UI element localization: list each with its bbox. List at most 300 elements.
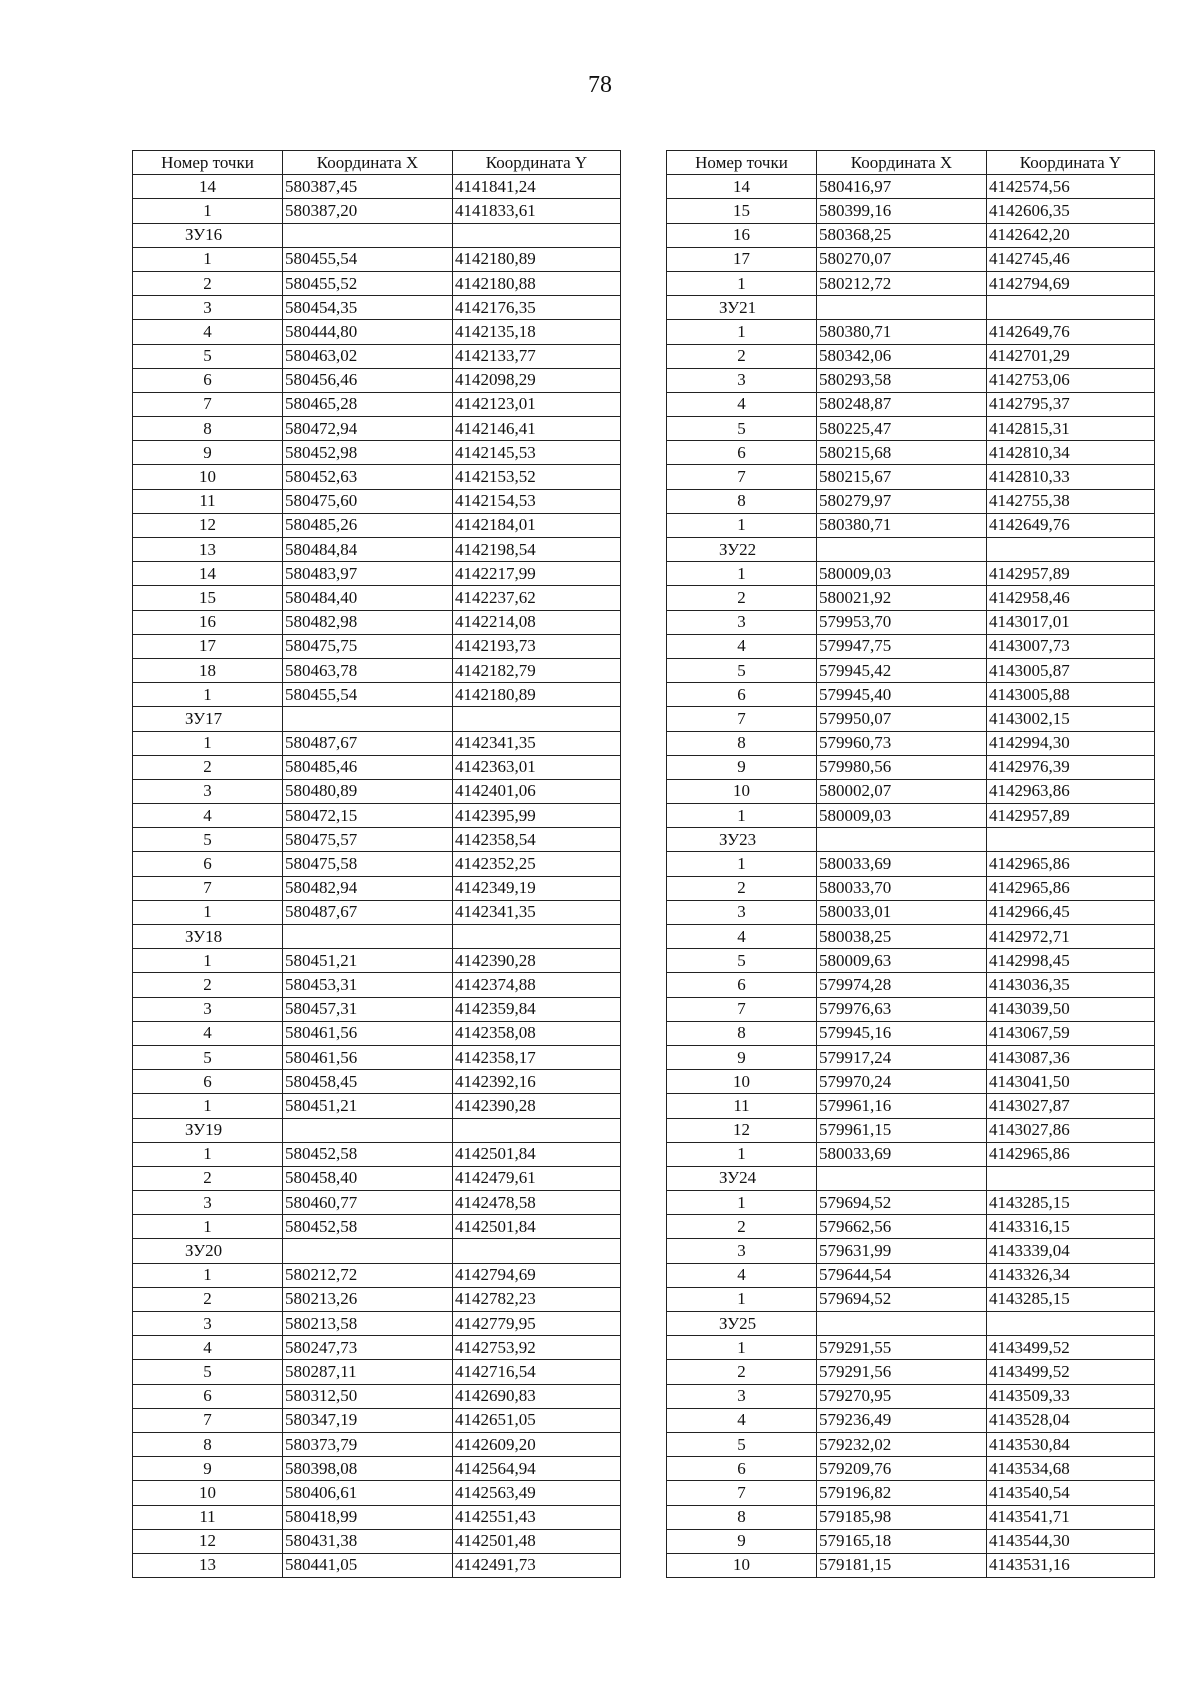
coordinate-x-cell: 580033,69: [817, 1142, 987, 1166]
table-row: [667, 804, 1155, 828]
coordinate-y-cell: 4143005,87: [987, 658, 1155, 682]
coordinate-x-cell: 580279,97: [817, 489, 987, 513]
table-row: [133, 1481, 621, 1505]
point-number-cell: 14: [133, 562, 283, 586]
table-row: [133, 562, 621, 586]
table-row: [667, 271, 1155, 295]
table-row: [667, 513, 1155, 537]
coordinate-x-cell: 580455,52: [283, 271, 453, 295]
point-number-cell: 2: [133, 271, 283, 295]
coordinate-x-cell: 580213,58: [283, 1312, 453, 1336]
point-number-cell: 1: [667, 1336, 817, 1360]
point-number-cell: 4: [133, 1336, 283, 1360]
coordinate-y-cell: 4142479,61: [453, 1166, 621, 1190]
point-number-cell: 1: [667, 562, 817, 586]
table-section-row: [667, 296, 1155, 320]
point-number-cell: 9: [667, 1045, 817, 1069]
table-row: [133, 489, 621, 513]
coordinate-x-cell: 580483,97: [283, 562, 453, 586]
table-section-row: [667, 1166, 1155, 1190]
coordinate-x-cell: 580453,31: [283, 973, 453, 997]
table-row: [667, 344, 1155, 368]
coordinate-x-cell: 580482,98: [283, 610, 453, 634]
point-number-cell: 10: [667, 1070, 817, 1094]
table-row: [133, 949, 621, 973]
coordinate-y-cell: 4142563,49: [453, 1481, 621, 1505]
table-row: [667, 441, 1155, 465]
table-row: [133, 538, 621, 562]
table-row: [667, 417, 1155, 441]
table-row: [667, 1191, 1155, 1215]
point-number-cell: 1: [667, 271, 817, 295]
coordinate-y-cell: 4142609,20: [453, 1432, 621, 1456]
coordinate-x-cell: 580455,54: [283, 683, 453, 707]
parcel-label-cell: ЗУ23: [667, 828, 817, 852]
point-number-cell: 8: [133, 417, 283, 441]
coordinate-y-cell: 4142237,62: [453, 586, 621, 610]
point-number-cell: 10: [667, 1553, 817, 1577]
coordinate-x-cell: 580225,47: [817, 417, 987, 441]
table-row: [133, 755, 621, 779]
table-row: [667, 199, 1155, 223]
coordinate-y-cell: 4142795,37: [987, 392, 1155, 416]
point-number-cell: 8: [667, 1505, 817, 1529]
coordinate-x-cell: 580398,08: [283, 1457, 453, 1481]
coordinate-x-cell: 579181,15: [817, 1553, 987, 1577]
coordinate-y-cell: 4142745,46: [987, 247, 1155, 271]
point-number-cell: 7: [133, 876, 283, 900]
coordinate-x-cell: 579945,40: [817, 683, 987, 707]
point-number-cell: 3: [133, 296, 283, 320]
coordinate-y-cell: 4141841,24: [453, 175, 621, 199]
table-section-row: [133, 1118, 621, 1142]
coordinate-y-cell: 4143285,15: [987, 1191, 1155, 1215]
coordinate-x-cell: 580487,67: [283, 731, 453, 755]
coordinate-x-cell: 580451,21: [283, 1094, 453, 1118]
point-number-cell: 5: [667, 1432, 817, 1456]
point-number-cell: 6: [133, 852, 283, 876]
table-row: [133, 368, 621, 392]
coordinate-y-cell: 4142176,35: [453, 296, 621, 320]
coordinate-x-cell: 579947,75: [817, 634, 987, 658]
point-number-cell: 2: [667, 876, 817, 900]
table-row: [667, 489, 1155, 513]
coordinate-x-cell: 580463,02: [283, 344, 453, 368]
point-number-cell: 13: [133, 1553, 283, 1577]
coordinate-y-cell: 4142965,86: [987, 1142, 1155, 1166]
coordinate-y-cell: 4142352,25: [453, 852, 621, 876]
coordinate-x-cell: 580475,57: [283, 828, 453, 852]
table-row: [133, 658, 621, 682]
coordinate-y-cell: 4143007,73: [987, 634, 1155, 658]
table-row: [133, 828, 621, 852]
table-row: [133, 296, 621, 320]
coordinate-x-cell: 580215,67: [817, 465, 987, 489]
table-row: [133, 1384, 621, 1408]
point-number-cell: 10: [133, 465, 283, 489]
coordinate-x-cell: 580460,77: [283, 1191, 453, 1215]
point-number-cell: 7: [133, 392, 283, 416]
table-row: [667, 973, 1155, 997]
coordinate-y-cell: 4142341,35: [453, 731, 621, 755]
coordinate-x-cell: 580033,70: [817, 876, 987, 900]
coordinate-y-cell: 4142963,86: [987, 779, 1155, 803]
table-row: [133, 610, 621, 634]
coordinate-x-cell: 580293,58: [817, 368, 987, 392]
coordinate-x-cell: 579631,99: [817, 1239, 987, 1263]
table-row: [133, 900, 621, 924]
point-number-cell: 5: [133, 1045, 283, 1069]
coordinate-x-cell: [283, 1239, 453, 1263]
point-number-cell: 6: [133, 1384, 283, 1408]
coordinate-x-cell: 580009,63: [817, 949, 987, 973]
table-row: [133, 634, 621, 658]
coordinate-y-cell: 4142390,28: [453, 949, 621, 973]
point-number-cell: 5: [133, 344, 283, 368]
coordinate-y-cell: 4142957,89: [987, 804, 1155, 828]
coordinate-y-cell: 4142341,35: [453, 900, 621, 924]
point-number-cell: 4: [667, 1263, 817, 1287]
coordinate-y-cell: 4143530,84: [987, 1432, 1155, 1456]
table-row: [133, 1408, 621, 1432]
coordinate-x-cell: 580475,58: [283, 852, 453, 876]
point-number-cell: 11: [667, 1094, 817, 1118]
coordinate-y-cell: 4142794,69: [453, 1263, 621, 1287]
coordinate-y-cell: 4143544,30: [987, 1529, 1155, 1553]
coordinate-x-cell: 579270,95: [817, 1384, 987, 1408]
point-number-cell: 1: [133, 199, 283, 223]
table-row: [133, 1312, 621, 1336]
coordinate-x-cell: 580465,28: [283, 392, 453, 416]
table-row: [133, 586, 621, 610]
point-number-cell: 4: [133, 804, 283, 828]
coordinate-y-cell: 4142501,84: [453, 1142, 621, 1166]
point-number-cell: 14: [133, 175, 283, 199]
coordinate-y-cell: 4142390,28: [453, 1094, 621, 1118]
point-number-cell: 6: [667, 683, 817, 707]
coordinate-y-cell: 4143041,50: [987, 1070, 1155, 1094]
table-row: [133, 1505, 621, 1529]
coordinate-x-cell: 580454,35: [283, 296, 453, 320]
coordinate-y-cell: 4142154,53: [453, 489, 621, 513]
point-number-cell: 3: [133, 1312, 283, 1336]
coordinate-x-cell: 580456,46: [283, 368, 453, 392]
coordinate-x-cell: 580461,56: [283, 1045, 453, 1069]
point-number-cell: 9: [133, 1457, 283, 1481]
coordinate-x-cell: 580455,54: [283, 247, 453, 271]
coordinate-y-cell: 4142491,73: [453, 1553, 621, 1577]
coordinate-y-cell: 4143540,54: [987, 1481, 1155, 1505]
page-number: 78: [588, 72, 612, 98]
coordinate-y-cell: 4143316,15: [987, 1215, 1155, 1239]
coordinate-y-cell: 4142193,73: [453, 634, 621, 658]
table-row: [133, 804, 621, 828]
header-coordinate-x: Координата X: [817, 151, 987, 175]
coordinate-y-cell: 4142359,84: [453, 997, 621, 1021]
coordinate-x-cell: 579917,24: [817, 1045, 987, 1069]
coordinate-y-cell: 4142135,18: [453, 320, 621, 344]
table-row: [667, 1384, 1155, 1408]
table-row: [667, 1094, 1155, 1118]
point-number-cell: 5: [133, 828, 283, 852]
table-row: [667, 1553, 1155, 1577]
coordinate-x-cell: [817, 828, 987, 852]
table-row: [133, 683, 621, 707]
table-row: [133, 1142, 621, 1166]
coordinate-y-cell: 4142180,89: [453, 247, 621, 271]
coordinate-x-cell: 580458,40: [283, 1166, 453, 1190]
coordinate-x-cell: 580342,06: [817, 344, 987, 368]
coordinate-y-cell: 4142642,20: [987, 223, 1155, 247]
point-number-cell: 7: [133, 1408, 283, 1432]
point-number-cell: 2: [133, 1166, 283, 1190]
coordinate-y-cell: [987, 828, 1155, 852]
table-row: [133, 997, 621, 1021]
coordinate-x-cell: 579976,63: [817, 997, 987, 1021]
point-number-cell: 3: [667, 900, 817, 924]
coordinate-x-cell: 580212,72: [817, 271, 987, 295]
coordinate-x-cell: 580312,50: [283, 1384, 453, 1408]
coordinate-y-cell: 4142998,45: [987, 949, 1155, 973]
point-number-cell: 7: [667, 465, 817, 489]
point-number-cell: 12: [133, 513, 283, 537]
point-number-cell: 1: [133, 731, 283, 755]
point-number-cell: 1: [667, 1191, 817, 1215]
coordinate-x-cell: 579694,52: [817, 1191, 987, 1215]
coordinate-y-cell: 4142957,89: [987, 562, 1155, 586]
point-number-cell: 2: [133, 755, 283, 779]
point-number-cell: 1: [667, 320, 817, 344]
coordinate-x-cell: [817, 1166, 987, 1190]
coordinate-y-cell: 4142349,19: [453, 876, 621, 900]
table-row: [667, 392, 1155, 416]
point-number-cell: 1: [133, 1142, 283, 1166]
table-row: [667, 223, 1155, 247]
table-section-row: [133, 707, 621, 731]
point-number-cell: 3: [667, 368, 817, 392]
table-row: [667, 1142, 1155, 1166]
point-number-cell: 12: [133, 1529, 283, 1553]
parcel-label-cell: ЗУ22: [667, 538, 817, 562]
table-row: [133, 1191, 621, 1215]
coordinate-x-cell: 580009,03: [817, 562, 987, 586]
table-section-row: [133, 925, 621, 949]
coordinate-y-cell: 4142123,01: [453, 392, 621, 416]
table-row: [133, 392, 621, 416]
point-number-cell: 1: [667, 804, 817, 828]
point-number-cell: 2: [667, 1215, 817, 1239]
coordinate-x-cell: 580451,21: [283, 949, 453, 973]
point-number-cell: 2: [667, 586, 817, 610]
coordinate-y-cell: 4142976,39: [987, 755, 1155, 779]
coordinate-x-cell: 580033,01: [817, 900, 987, 924]
coordinate-x-cell: [283, 223, 453, 247]
table-row: [133, 417, 621, 441]
coordinate-y-cell: 4142098,29: [453, 368, 621, 392]
coordinate-y-cell: 4143499,52: [987, 1336, 1155, 1360]
coordinate-y-cell: 4142958,46: [987, 586, 1155, 610]
table-row: [667, 707, 1155, 731]
coordinates-table-right: [666, 150, 1155, 1578]
parcel-label-cell: ЗУ20: [133, 1239, 283, 1263]
coordinate-x-cell: 580480,89: [283, 779, 453, 803]
coordinate-x-cell: 580416,97: [817, 175, 987, 199]
table-row: [667, 1263, 1155, 1287]
point-number-cell: 2: [133, 973, 283, 997]
coordinate-y-cell: 4142753,06: [987, 368, 1155, 392]
coordinate-x-cell: 580399,16: [817, 199, 987, 223]
point-number-cell: 1: [133, 949, 283, 973]
point-number-cell: 6: [667, 973, 817, 997]
coordinate-x-cell: 580472,94: [283, 417, 453, 441]
table-section-row: [133, 1239, 621, 1263]
coordinate-x-cell: 580484,40: [283, 586, 453, 610]
coordinate-x-cell: 580368,25: [817, 223, 987, 247]
coordinate-y-cell: 4142214,08: [453, 610, 621, 634]
point-number-cell: 4: [667, 1408, 817, 1432]
point-number-cell: 18: [133, 658, 283, 682]
coordinate-x-cell: 579662,56: [817, 1215, 987, 1239]
coordinate-x-cell: 580452,63: [283, 465, 453, 489]
coordinate-y-cell: 4142358,08: [453, 1021, 621, 1045]
table-row: [133, 320, 621, 344]
coordinate-x-cell: 579960,73: [817, 731, 987, 755]
coordinate-y-cell: 4142153,52: [453, 465, 621, 489]
table-row: [667, 247, 1155, 271]
point-number-cell: 16: [133, 610, 283, 634]
coordinate-x-cell: 580485,46: [283, 755, 453, 779]
coordinate-y-cell: 4142651,05: [453, 1408, 621, 1432]
point-number-cell: 1: [133, 900, 283, 924]
point-number-cell: 5: [667, 417, 817, 441]
table-row: [133, 1045, 621, 1069]
coordinate-y-cell: 4142701,29: [987, 344, 1155, 368]
coordinate-x-cell: 580461,56: [283, 1021, 453, 1045]
table-row: [667, 634, 1155, 658]
table-row: [667, 586, 1155, 610]
coordinate-y-cell: [453, 1239, 621, 1263]
table-row: [667, 852, 1155, 876]
coordinate-x-cell: [283, 1118, 453, 1142]
coordinate-x-cell: 579291,55: [817, 1336, 987, 1360]
coordinate-x-cell: 580457,31: [283, 997, 453, 1021]
table-row: [133, 199, 621, 223]
point-number-cell: 10: [667, 779, 817, 803]
point-number-cell: 9: [133, 441, 283, 465]
parcel-label-cell: ЗУ19: [133, 1118, 283, 1142]
table-row: [667, 1336, 1155, 1360]
coordinate-y-cell: 4142564,94: [453, 1457, 621, 1481]
point-number-cell: 6: [667, 441, 817, 465]
table-row: [133, 876, 621, 900]
coordinate-x-cell: 580038,25: [817, 925, 987, 949]
coordinate-x-cell: 579644,54: [817, 1263, 987, 1287]
coordinate-y-cell: 4142965,86: [987, 876, 1155, 900]
parcel-label-cell: ЗУ18: [133, 925, 283, 949]
table-row: [133, 731, 621, 755]
coordinate-y-cell: 4142363,01: [453, 755, 621, 779]
coordinate-y-cell: 4142782,23: [453, 1287, 621, 1311]
point-number-cell: 3: [133, 997, 283, 1021]
point-number-cell: 5: [133, 1360, 283, 1384]
table-row: [133, 1166, 621, 1190]
table-row: [667, 876, 1155, 900]
table-row: [133, 513, 621, 537]
header-point-number: Номер точки: [667, 151, 817, 175]
point-number-cell: 17: [133, 634, 283, 658]
point-number-cell: 5: [667, 658, 817, 682]
point-number-cell: 17: [667, 247, 817, 271]
point-number-cell: 11: [133, 1505, 283, 1529]
coordinate-x-cell: 579165,18: [817, 1529, 987, 1553]
coordinate-y-cell: 4142965,86: [987, 852, 1155, 876]
coordinate-y-cell: [987, 296, 1155, 320]
point-number-cell: 1: [667, 513, 817, 537]
coordinate-x-cell: 580213,26: [283, 1287, 453, 1311]
coordinate-x-cell: 580387,20: [283, 199, 453, 223]
coordinate-x-cell: 580444,80: [283, 320, 453, 344]
point-number-cell: 16: [667, 223, 817, 247]
header-coordinate-y: Координата Y: [453, 151, 621, 175]
point-number-cell: 4: [667, 925, 817, 949]
table-row: [667, 1457, 1155, 1481]
coordinate-y-cell: 4142217,99: [453, 562, 621, 586]
table-row: [667, 658, 1155, 682]
coordinate-y-cell: 4143339,04: [987, 1239, 1155, 1263]
coordinate-x-cell: 579196,82: [817, 1481, 987, 1505]
coordinate-y-cell: 4143017,01: [987, 610, 1155, 634]
coordinate-y-cell: 4143326,34: [987, 1263, 1155, 1287]
coordinate-y-cell: 4143027,87: [987, 1094, 1155, 1118]
point-number-cell: 3: [133, 1191, 283, 1215]
coordinate-y-cell: [987, 538, 1155, 562]
coordinate-x-cell: 580452,98: [283, 441, 453, 465]
coordinate-x-cell: 580484,84: [283, 538, 453, 562]
coordinate-x-cell: 579945,42: [817, 658, 987, 682]
coordinate-y-cell: 4142753,92: [453, 1336, 621, 1360]
parcel-label-cell: ЗУ21: [667, 296, 817, 320]
coordinate-x-cell: 579232,02: [817, 1432, 987, 1456]
point-number-cell: 10: [133, 1481, 283, 1505]
coordinate-x-cell: [817, 296, 987, 320]
coordinate-x-cell: 579970,24: [817, 1070, 987, 1094]
table-section-row: [667, 828, 1155, 852]
coordinate-x-cell: 580463,78: [283, 658, 453, 682]
coordinate-y-cell: 4143528,04: [987, 1408, 1155, 1432]
table-row: [133, 175, 621, 199]
table-row: [667, 1481, 1155, 1505]
table-section-row: [667, 1312, 1155, 1336]
parcel-label-cell: ЗУ24: [667, 1166, 817, 1190]
coordinate-x-cell: 580452,58: [283, 1215, 453, 1239]
coordinate-y-cell: 4143005,88: [987, 683, 1155, 707]
point-number-cell: 2: [667, 344, 817, 368]
coordinate-x-cell: 579974,28: [817, 973, 987, 997]
coordinate-x-cell: 579961,15: [817, 1118, 987, 1142]
coordinate-y-cell: 4142815,31: [987, 417, 1155, 441]
table-row: [667, 1070, 1155, 1094]
coordinate-x-cell: 580452,58: [283, 1142, 453, 1166]
coordinate-y-cell: [987, 1166, 1155, 1190]
coordinate-y-cell: [453, 223, 621, 247]
table-row: [667, 1021, 1155, 1045]
table-row: [133, 465, 621, 489]
table-row: [667, 1215, 1155, 1239]
coordinate-y-cell: [453, 925, 621, 949]
table-row: [667, 562, 1155, 586]
coordinate-x-cell: 580212,72: [283, 1263, 453, 1287]
coordinate-x-cell: 580475,75: [283, 634, 453, 658]
